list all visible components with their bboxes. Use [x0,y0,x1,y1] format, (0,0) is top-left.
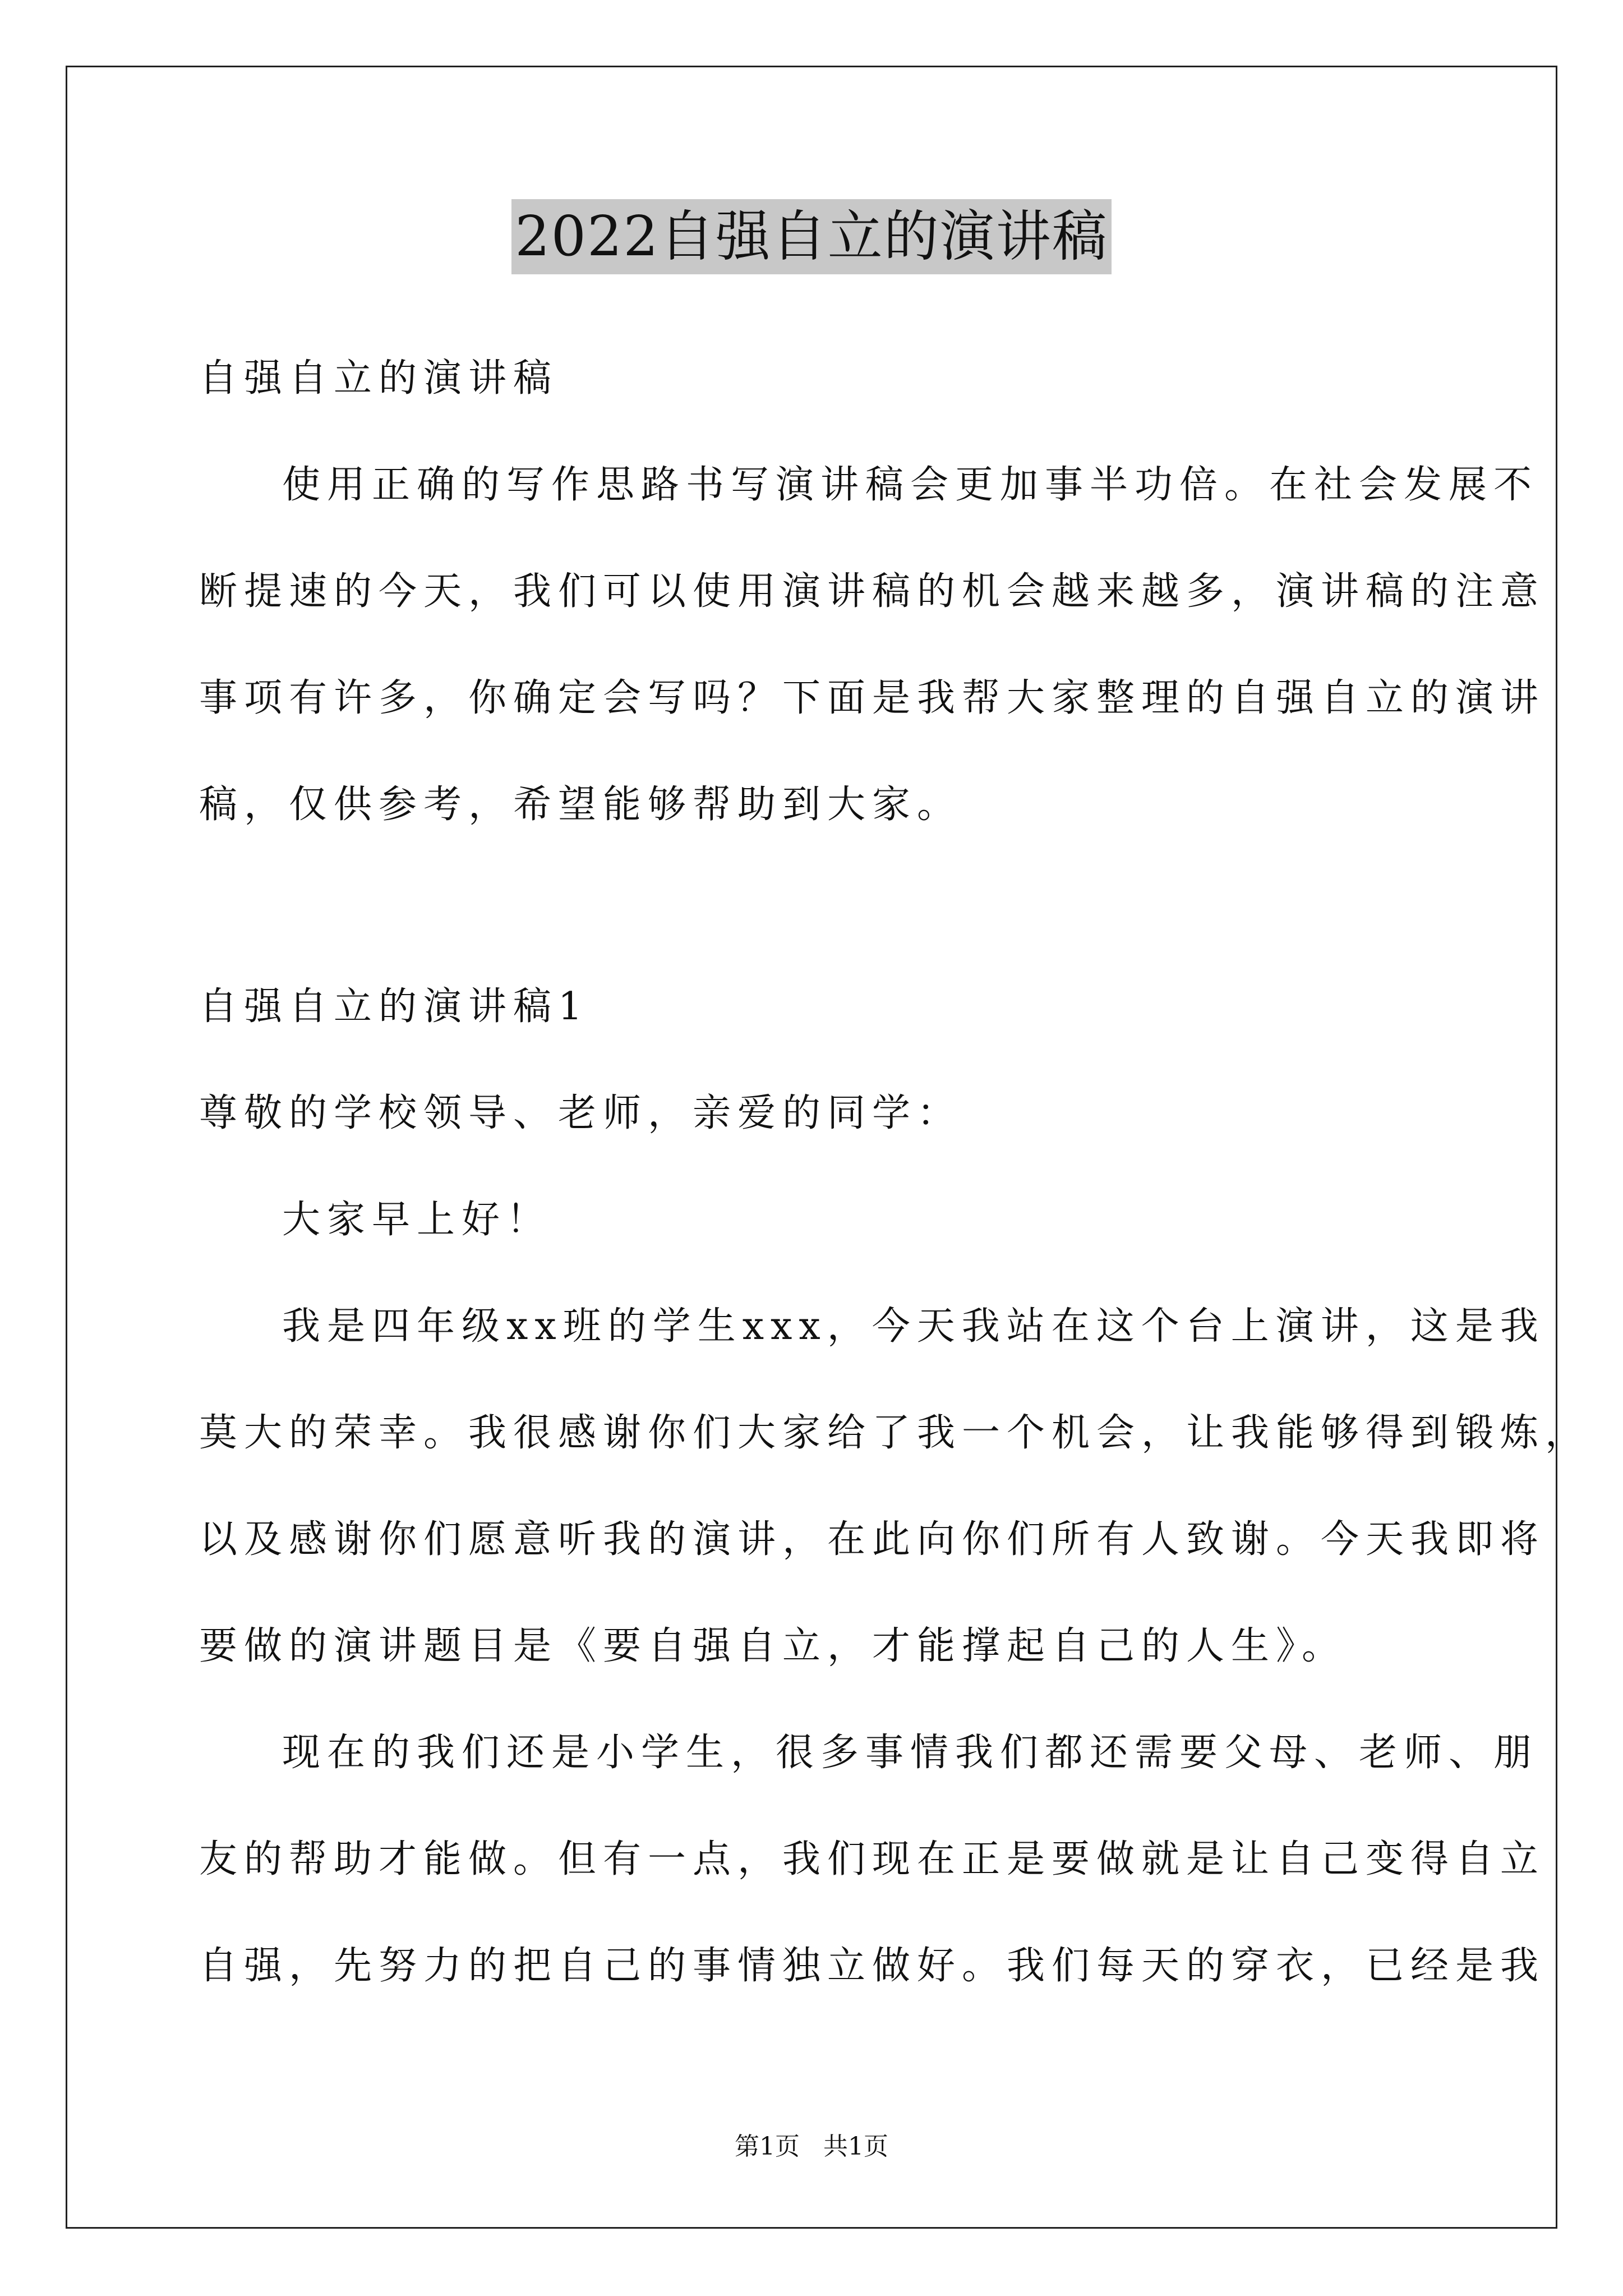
document-title: 2022自强自立的演讲稿 [511,199,1111,274]
intro-heading: 自强自立的演讲稿 [199,356,559,401]
paragraph-line: 莫大的荣幸。我很感谢你们大家给了我一个机会，让我能够得到锻炼， [199,1411,1590,1455]
paragraph-line: 要做的演讲题目是《要自强自立，才能撑起自己的人生》。 [199,1624,1347,1668]
paragraph-line: 现在的我们还是小学生，很多事情我们都还需要父母、老师、朋 [282,1731,1539,1775]
section-spacer [199,864,1433,959]
paragraph-line: 断提速的今天，我们可以使用演讲稿的机会越来越多，演讲稿的注意 [199,569,1546,614]
title-container [0,199,1623,274]
paragraph-line: 事项有许多，你确定会写吗？下面是我帮大家整理的自强自立的演讲 [199,676,1546,720]
document-body [199,331,1590,2025]
paragraph-line: 以及感谢你们愿意听我的演讲，在此向你们所有人致谢。今天我即将 [199,1517,1546,1562]
intro-paragraph [199,438,1546,864]
speech-paragraph-1 [199,1279,1590,1705]
paragraph-line: 稿，仅供参考，希望能够帮助到大家。 [199,783,962,827]
paragraph-line: 自强，先努力的把自己的事情独立做好。我们每天的穿衣，已经是我 [199,1944,1546,1988]
page-footer: 第1页 共1页 [735,2132,888,2161]
paragraph-line: 我是四年级xx班的学生xxx，今天我站在这个台上演讲，这是我 [282,1304,1545,1349]
section-heading: 自强自立的演讲稿1 [199,984,589,1029]
paragraph-line: 友的帮助才能做。但有一点，我们现在正是要做就是让自己变得自立 [199,1837,1546,1881]
speech-paragraph-2 [199,1705,1546,2025]
paragraph-line: 使用正确的写作思路书写演讲稿会更加事半功倍。在社会发展不 [282,463,1539,507]
greeting: 大家早上好！ [282,1198,552,1242]
salutation: 尊敬的学校领导、老师，亲爱的同学： [199,1091,962,1135]
